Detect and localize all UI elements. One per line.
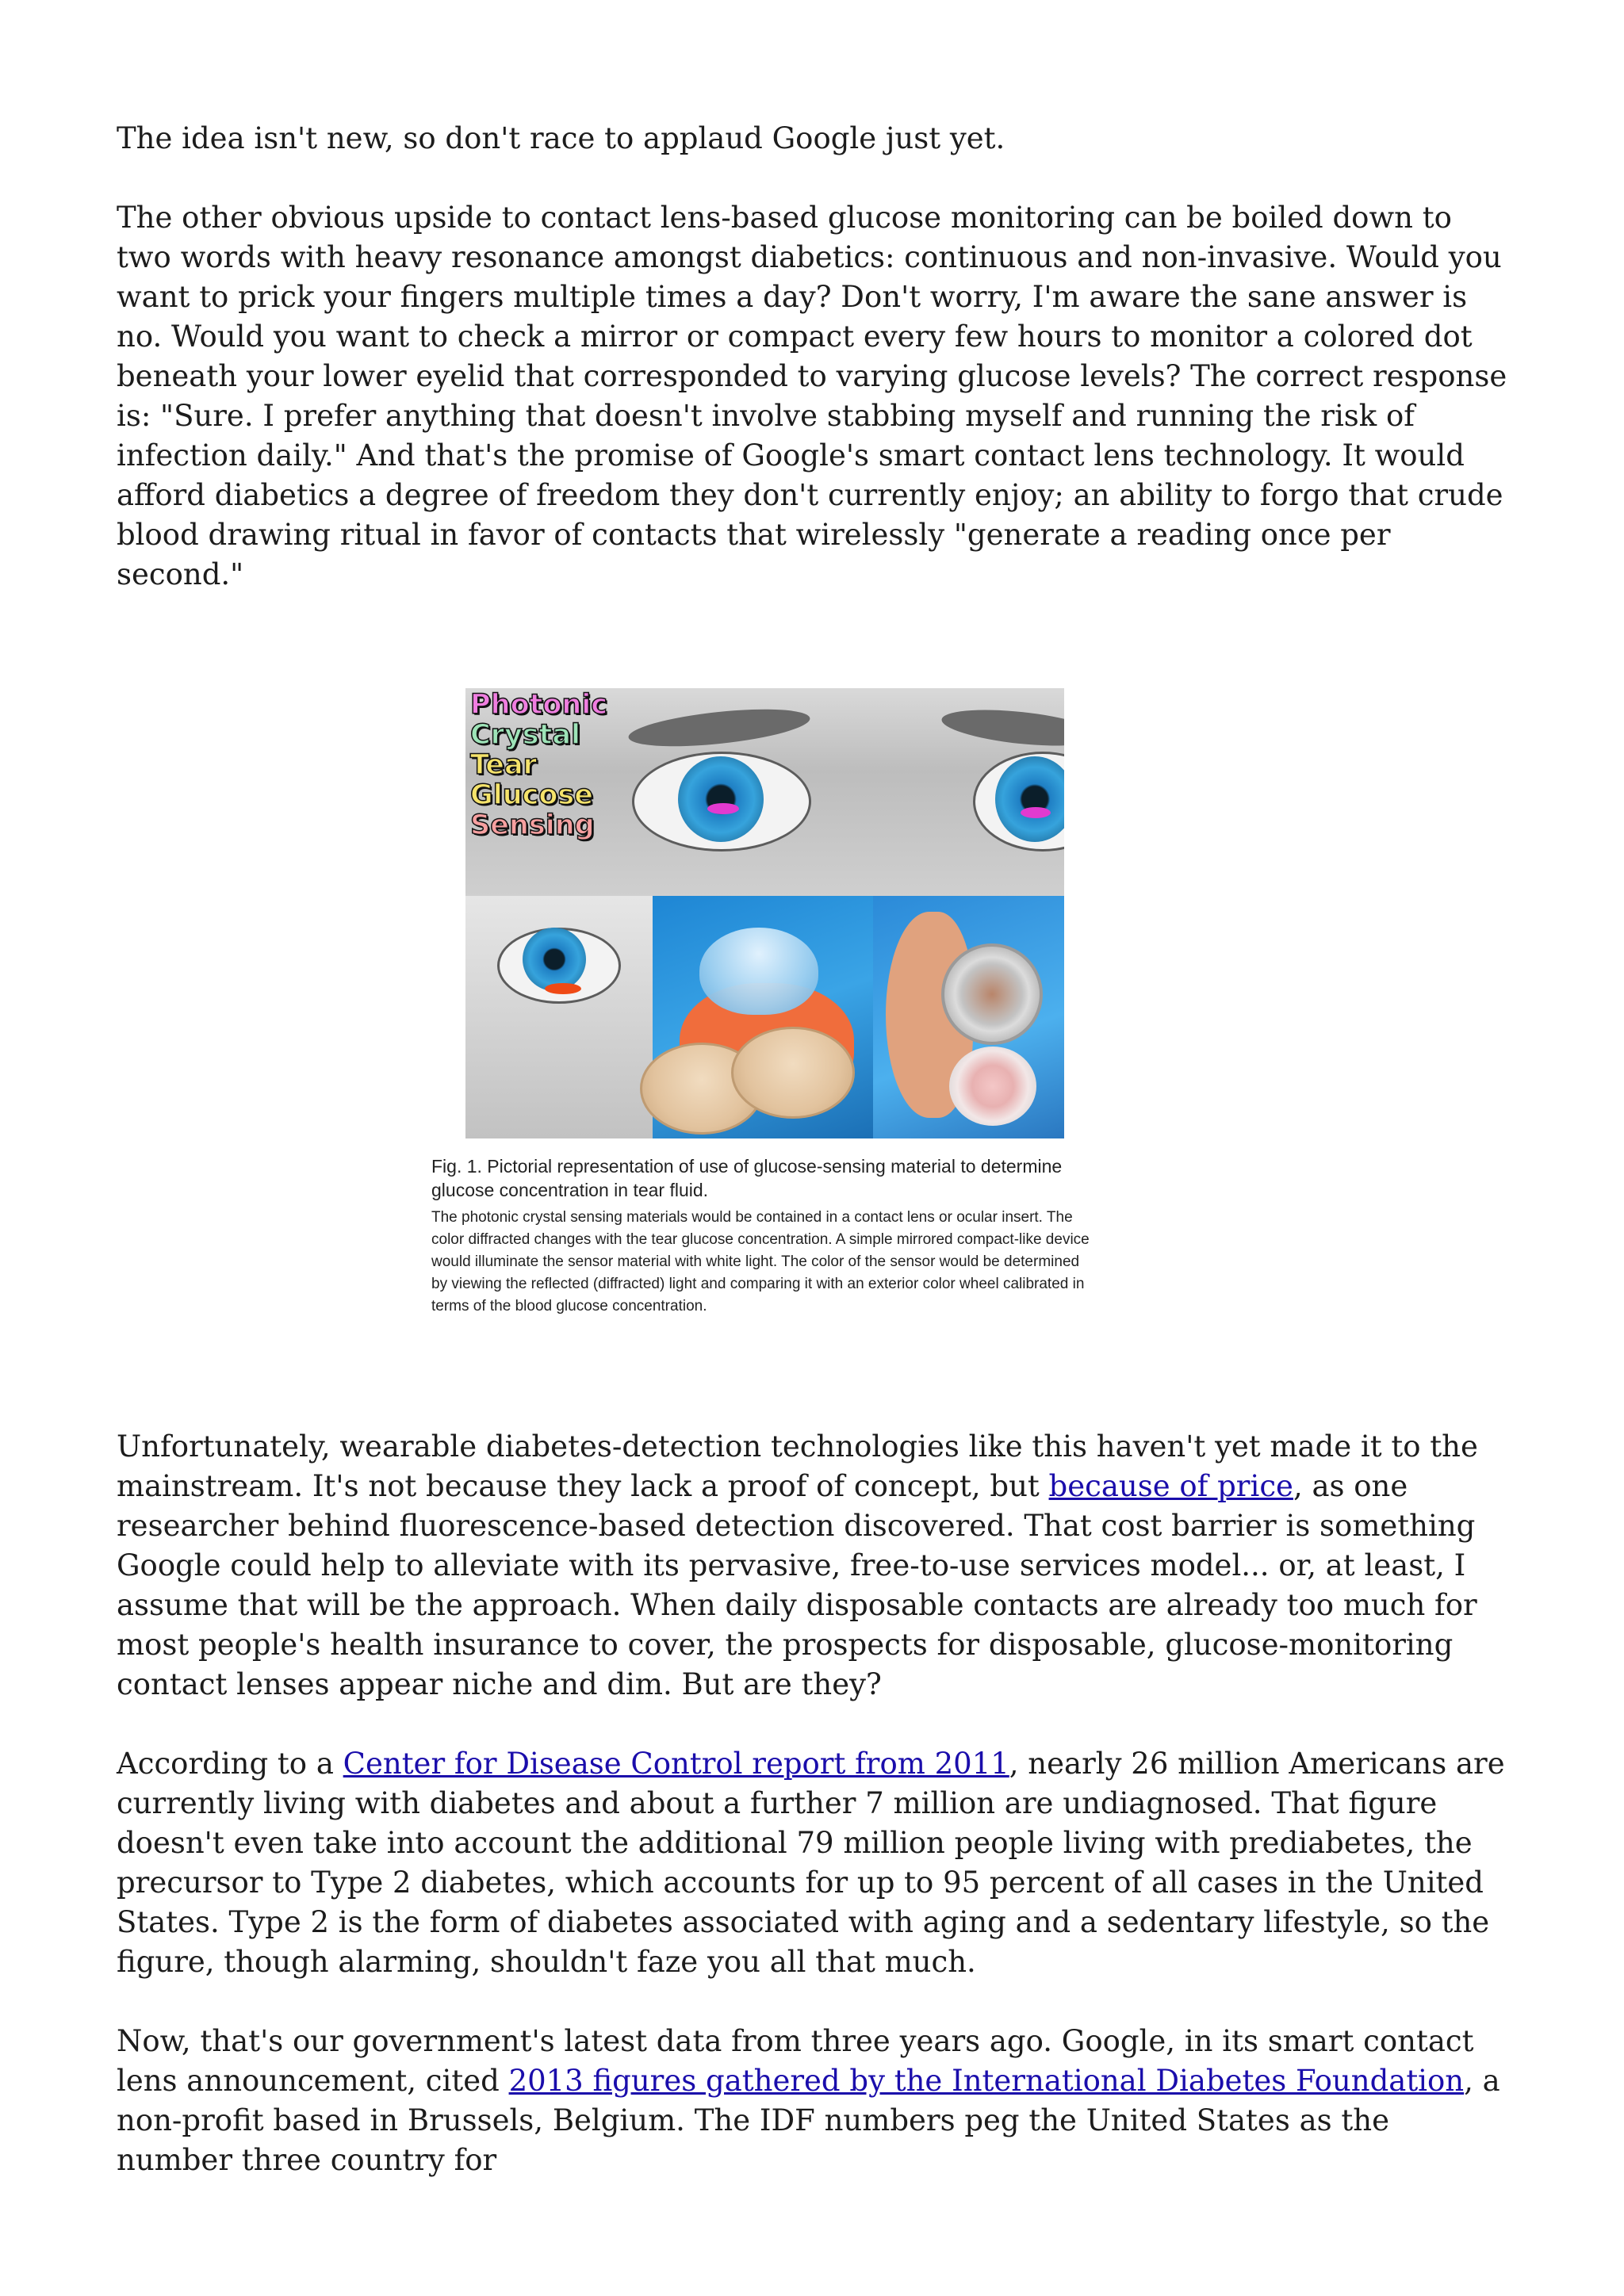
figure-image xyxy=(465,688,1064,1138)
paragraph-cdc xyxy=(117,1744,1512,1982)
usage-panels xyxy=(465,896,1064,1138)
contact-lens-icon xyxy=(699,928,818,1015)
finger-eye-panel xyxy=(465,896,653,1138)
compact-mirror-icon xyxy=(941,943,1043,1045)
paragraph-intro: The idea isn't new, so don't race to applaud Google just yet. xyxy=(117,121,1005,155)
badge-line: Tear xyxy=(470,749,537,781)
badge-line: Glucose xyxy=(470,779,594,811)
paragraph-text: According to a xyxy=(117,1747,343,1781)
caption-body: The photonic crystal sensing materials would be contained in a contact lens or ocular insert. The color diffracted changes with the tear glucose concentration. A simple mirrored compact-like device would illuminate the sensor material with white light. The color of the sensor would be determined by viewing the reflected (diffracted) light and comparing it with an exterior color wheel calibrated in terms of the blood glucose concentration. xyxy=(431,1209,1090,1314)
paragraph-text: , nearly 26 million Americans are currently living with diabetes and about a further 7 million are undiagnosed. That figure doesn't even take into account the additional 79 million people living with prediabetes, the precursor to Type 2 diabetes, which accounts for up to 95 percent of all cases in the United States. Type 2 is the form of diabetes associated with aging and a sedentary lifestyle, so the figure, though alarming, shouldn't faze you all that much. xyxy=(117,1747,1505,1979)
link-idf-figures[interactable]: 2013 figures gathered by the International Diabetes Foundation xyxy=(508,2064,1465,2098)
paragraph-idf xyxy=(117,2022,1512,2180)
badge-line: Photonic xyxy=(470,689,608,721)
link-because-of-price[interactable]: because of price xyxy=(1048,1469,1293,1503)
paragraph-text: Now, that's our government's latest data from three years ago. Google, in its smart contact lens announcement, cited xyxy=(117,2024,1474,2098)
figure-caption xyxy=(431,1154,1097,1318)
paragraph-price xyxy=(117,1427,1512,1705)
figure-badge xyxy=(470,690,607,840)
article-body-continued xyxy=(117,1427,1512,2180)
link-cdc-report[interactable]: Center for Disease Control report from 2011 xyxy=(343,1747,1009,1781)
badge-line: Sensing xyxy=(470,809,595,841)
figure-photonic-crystal xyxy=(431,688,1097,1318)
caption-title: Fig. 1. Pictorial representation of use of glucose-sensing material to determine glucose concentration in tear fluid. xyxy=(431,1156,1063,1200)
article-body xyxy=(117,119,1512,595)
paragraph-text: , as one researcher behind fluorescence-based detection discovered. That cost barrier is something Google could help to alleviate with its pervasive, free-to-use services model... or, at least, I assume that will be the approach. When daily disposable contacts are already too much for most people's health insurance to cover, the prospects for disposable, glucose-monitoring contact lenses appear niche and dim. But are they? xyxy=(117,1469,1477,1701)
paragraph-upside: The other obvious upside to contact lens-based glucose monitoring can be boiled down to two words with heavy resonance amongst diabetics: continuous and non-invasive. Would you want to prick your fingers multiple times a day? Don't worry, I'm aware the sane answer is no. Would you want to check a mirror or compact every few hours to monitor a colored dot beneath your lower eyelid that corresponded to varying glucose levels? The correct response is: "Sure. I prefer anything that doesn't involve stabbing myself and running the risk of infection daily." And that's the promise of Google's smart contact lens technology. It would afford diabetics a degree of freedom they don't currently enjoy; an ability to forgo that crude blood drawing ritual in favor of contacts that wirelessly "generate a reading once per second." xyxy=(117,201,1507,591)
badge-line: Crystal xyxy=(470,719,580,751)
paragraph-text: , a non-profit based in Brussels, Belgium. The IDF numbers peg the United States as the number three country for xyxy=(117,2064,1500,2177)
paragraph-text: Unfortunately, wearable diabetes-detection technologies like this haven't yet made it to the mainstream. It's not because they lack a proof of concept, but xyxy=(117,1429,1478,1503)
